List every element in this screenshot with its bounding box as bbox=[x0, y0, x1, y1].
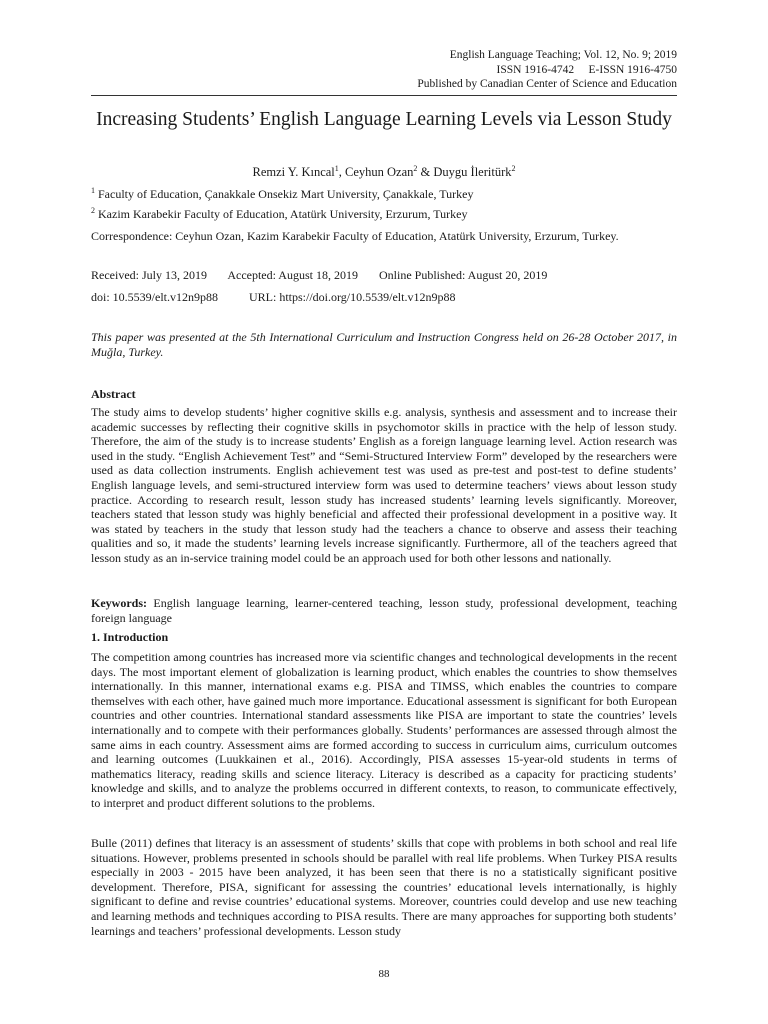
paper-title: Increasing Students’ English Language Learning Levels via Lesson Study bbox=[96, 109, 672, 130]
keywords-text: English language learning, learner-centered teaching, lesson study, professional development, teaching foreign language bbox=[91, 596, 677, 625]
author-name: Remzi Y. Kıncal bbox=[252, 165, 335, 179]
abstract-text: The study aims to develop students’ higher cognitive skills e.g. analysis, synthesis and assessment and to increase their academic successes by reflecting their cognitive skills in psychomotor skills in practice with the help of lesson study. Therefore, the aim of the study is to increase students’ English as a foreign language learning level. Action research was used in the study. “English Achievement Test” and “Semi-Structured Interview Form” developed by the researchers were used as data collection instruments. English achievement test was used as pre-test and post-test to define students’ English language levels, and semi-structured interview form was used to determine teachers’ views about lesson study practice. According to research result, lesson study has increased students’ learning levels significantly. Moreover, teachers stated that lesson study was highly beneficial and affected their professional development in a positive way. It was stated by teachers in the study that lesson study had the teachers a chance to observe and assess their teaching qualities and so, it made the students’ learning levels increase significantly. Furthermore, all of the teachers agreed that lesson study as an in-service training model could be an approach used for both other lessons and nationally. bbox=[91, 405, 677, 565]
issn-info: ISSN 1916-4742 E-ISSN 1916-4750 bbox=[496, 63, 677, 76]
journal-header bbox=[417, 48, 677, 92]
affiliation-text: Kazim Karabekir Faculty of Education, Atatürk University, Erzurum, Turkey bbox=[95, 207, 468, 221]
received-date: Received: July 13, 2019 bbox=[91, 268, 207, 282]
introduction-paragraph-1: The competition among countries has increased more via scientific changes and technological developments in the recent days. The most important element of globalization is learning product, which enables the countries to show themselves internationally. In this manner, international exams e.g. PISA and TIMSS, which enables the countries to compare themselves with each other, have gained much more importance. Educational assessment is significant for both European countries and other countries. International standard assessments like PISA are important to state the countries’ levels internationally and to compete with their performances globally. Students’ performances are assessed through almost the same aims in each country. Assessment aims are formed according to success in curriculum aims, curriculum outcomes and learning outcomes (Luukkainen et al., 2016). Accordingly, PISA assesses 15-year-old students in terms of mathematics literacy, reading skills and science literacy. Literacy is described as a capacity for practicing students’ knowledge and skills, and to analyze the problems occurred in different contexts, to reason, to communicate effectively, to interpret and product different solutions to the problems. bbox=[91, 650, 677, 810]
author-affiliation-mark: 2 bbox=[413, 163, 418, 173]
author-affiliation-mark: 2 bbox=[511, 163, 516, 173]
doi-url-link[interactable]: URL: https://doi.org/10.5539/elt.v12n9p88 bbox=[249, 290, 456, 304]
author-name: & Duygu İleritürk bbox=[417, 165, 512, 179]
publication-dates bbox=[91, 268, 677, 283]
introduction-paragraph-2: Bulle (2011) defines that literacy is an assessment of students’ skills that cope with problems in both school and real life situations. However, problems presented in schools should be parallel with real life problems. When Turkey PISA results especially in 2003 - 2015 have been analyzed, it has been seen that there is no a statistically significant positive development. Therefore, PISA, significant for assessing the countries’ educational levels internationally, is highly significant to define and revise countries’ educational systems. Moreover, countries could develop and use new teaching and learning methods and techniques according to PISA results. There are many approaches for supporting both students’ learnings and teachers’ professional developments. Lesson study bbox=[91, 836, 677, 938]
affiliation-2 bbox=[91, 207, 677, 222]
affiliation-number: 1 bbox=[91, 186, 95, 195]
affiliation-1 bbox=[91, 187, 677, 202]
keywords bbox=[91, 596, 677, 625]
header-divider bbox=[91, 95, 677, 96]
publisher-info: Published by Canadian Center of Science and Education bbox=[417, 78, 677, 90]
correspondence: Correspondence: Ceyhun Ozan, Kazim Karabekir Faculty of Education, Atatürk University, Erzurum, Turkey. bbox=[91, 229, 619, 243]
accepted-date: Accepted: August 18, 2019 bbox=[227, 268, 358, 282]
affiliation-text: Faculty of Education, Çanakkale Onsekiz Mart University, Çanakkale, Turkey bbox=[95, 187, 474, 201]
doi-text: doi: 10.5539/elt.v12n9p88 bbox=[91, 290, 218, 304]
author-affiliation-mark: 1 bbox=[334, 163, 339, 173]
author-name: , Ceyhun Ozan bbox=[338, 165, 414, 179]
journal-info: English Language Teaching; Vol. 12, No. 9; 2019 bbox=[449, 49, 677, 61]
doi-line bbox=[91, 290, 677, 305]
page-number: 88 bbox=[378, 968, 390, 980]
introduction-heading: 1. Introduction bbox=[91, 630, 169, 644]
keywords-label: Keywords: bbox=[91, 596, 147, 610]
presentation-note: This paper was presented at the 5th International Curriculum and Instruction Congress held on 26-28 October 2017, in Muğla, Turkey. bbox=[91, 330, 677, 359]
affiliation-number: 2 bbox=[91, 206, 95, 215]
published-date: Online Published: August 20, 2019 bbox=[378, 268, 548, 282]
abstract-heading: Abstract bbox=[91, 387, 136, 401]
author-list bbox=[91, 165, 677, 180]
